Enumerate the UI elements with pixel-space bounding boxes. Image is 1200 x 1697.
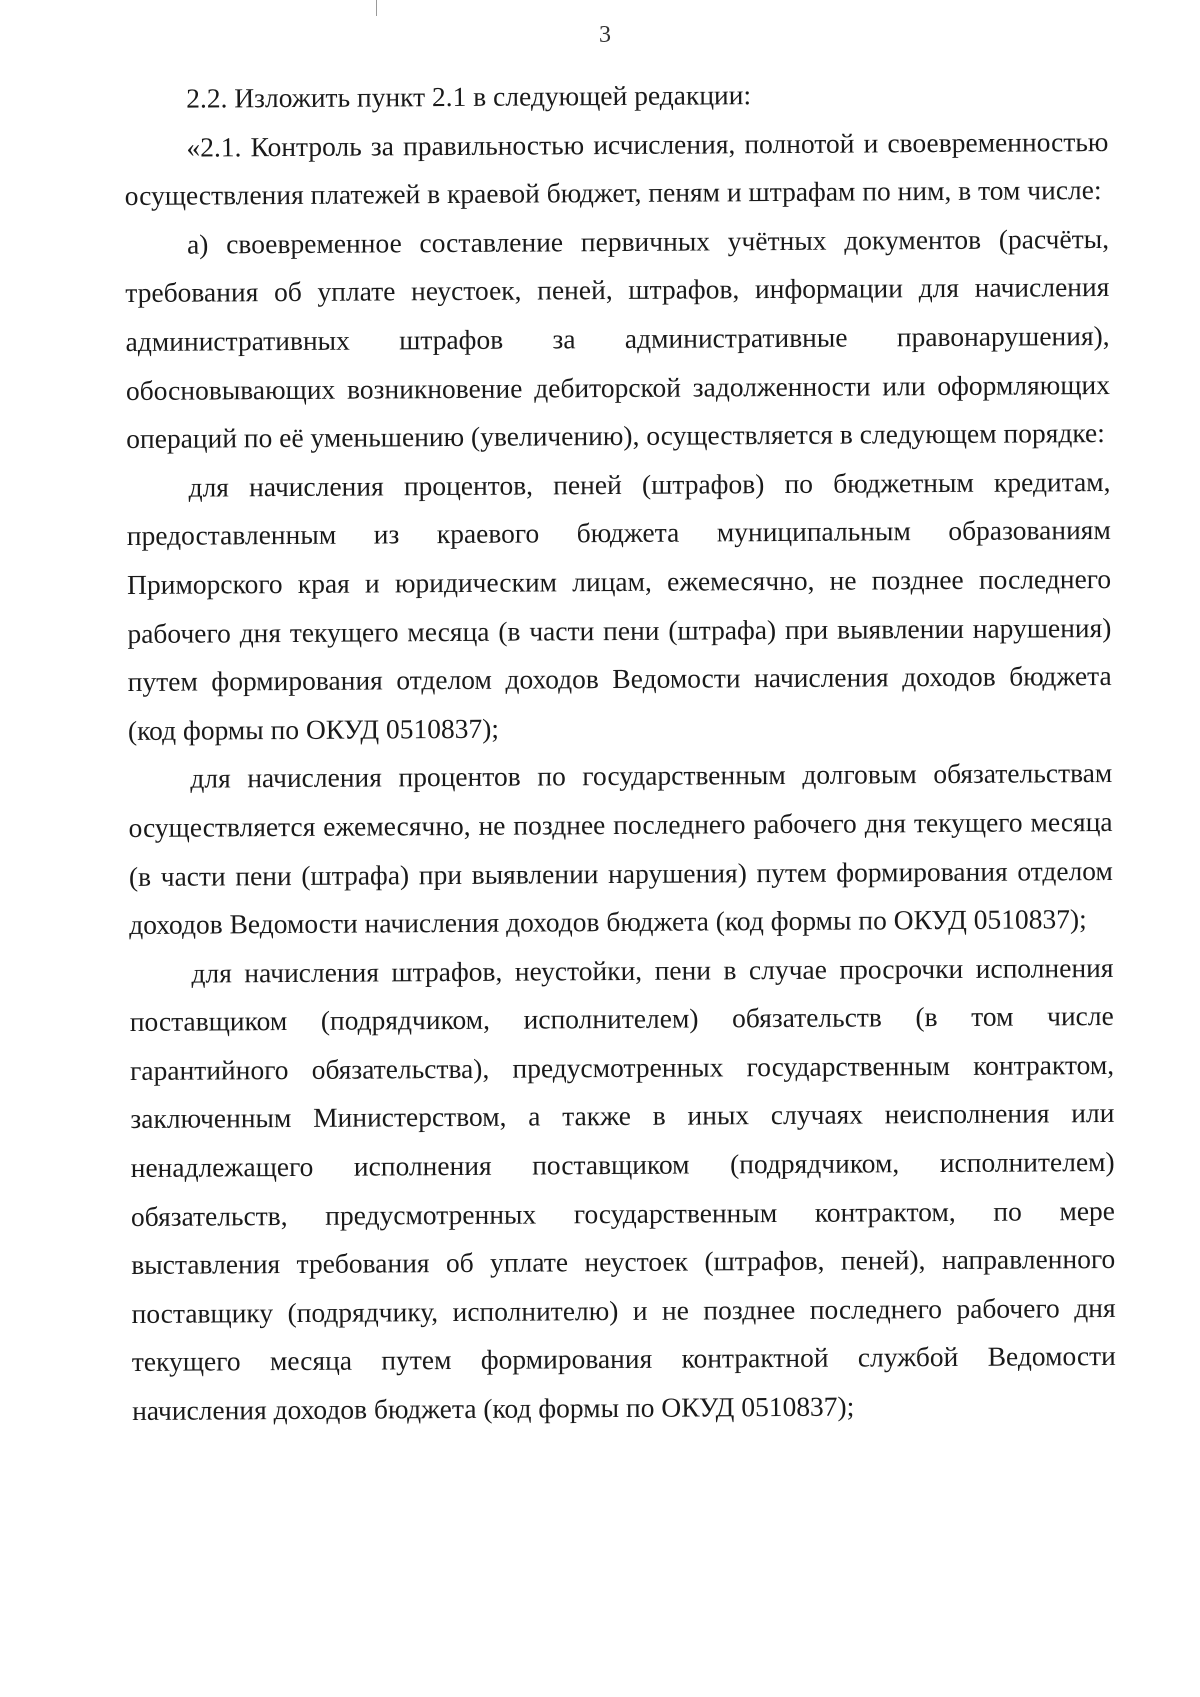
paragraph-subitem-a: а) своевременное составление первичных учётных документов (расчёты, требования об уплате неустоек, пеней, штрафов, информации для начисления административных штрафов за административные правонарушения), обосновывающих возникновение дебиторской задолженности или оформляющих операций по её уменьшению (увеличению), осуществляется в следующем порядке:	[125, 222, 1111, 455]
paragraph-budget-credits: для начисления процентов, пеней (штрафов) по бюджетным кредитам, предоставленным из краевого бюджета муниципальным образованиям Приморского края и юридическим лицам, ежемесячно, не позднее последнего рабочего дня текущего месяца (в части пени (штрафа) при выявлении нарушения) путем формирования отделом доходов Ведомости начисления доходов бюджета (код формы по ОКУД 0510837);	[126, 465, 1112, 746]
scan-margin-mark	[376, 0, 377, 16]
paragraph-item-2-2: 2.2. Изложить пункт 2.1 в следующей редакции:	[186, 79, 752, 114]
document-body	[124, 69, 1116, 1436]
paragraph-contract-penalties: для начисления штрафов, неустойки, пени в случае просрочки исполнения поставщиком (подрядчиком, исполнителем) обязательств (в том числе гарантийного обязательства), предусмотренных государственным контрактом, заключенным Министерством, а также в иных случаях неисполнения или ненадлежащего исполнения поставщиком (подрядчиком, исполнителем) обязательств, предусмотренных государственным контрактом, по мере выставления требования об уплате неустоек (штрафов, пеней), направленного поставщику (подрядчику, исполнителю) и не позднее последнего рабочего дня текущего месяца путем формирования контрактной службой Ведомости начисления доходов бюджета (код формы по ОКУД 0510837);	[129, 951, 1116, 1427]
page-number: 3	[599, 22, 611, 48]
paragraph-state-debt: для начисления процентов по государственным долговым обязательствам осуществляется ежемесячно, не позднее последнего рабочего дня текущего месяца (в части пени (штрафа) при выявлении нарушения) путем формирования отделом доходов Ведомости начисления доходов бюджета (код формы по ОКУД 0510837);	[128, 757, 1113, 941]
paragraph-item-2-1-intro: «2.1. Контроль за правильностью исчисления, полнотой и своевременностью осуществления платежей в краевой бюджет, пеням и штрафам по ним, в том числе:	[124, 125, 1109, 212]
